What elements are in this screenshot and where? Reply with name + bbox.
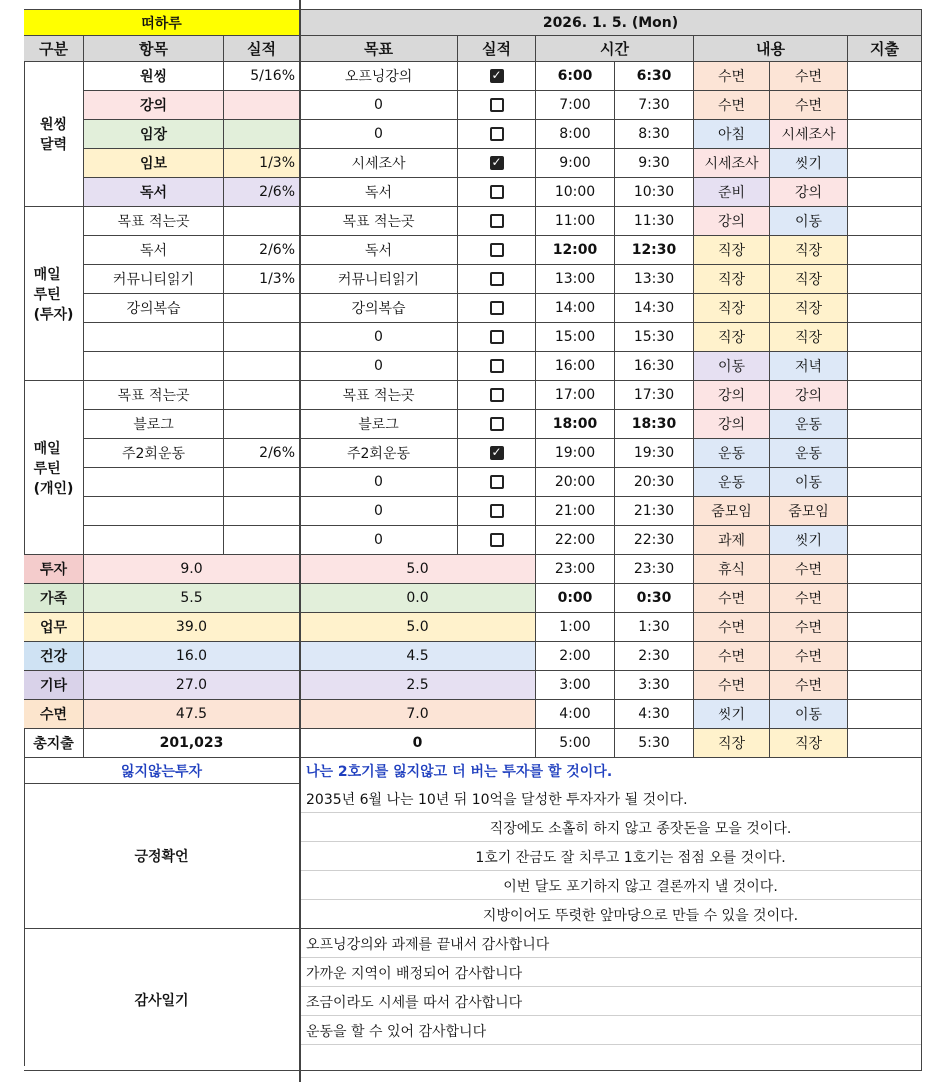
item-name[interactable]: [84, 323, 224, 352]
group-label: 원씽 달력: [24, 62, 84, 207]
goal-cell[interactable]: 0: [300, 497, 458, 526]
schedule-cell[interactable]: 이동: [694, 352, 770, 381]
schedule-cell[interactable]: 씻기: [770, 526, 848, 555]
item-name[interactable]: 임보: [84, 149, 224, 178]
gratitude-box: [300, 929, 922, 1071]
done-checkbox-cell: [458, 62, 536, 91]
schedule-cell[interactable]: 운동: [694, 439, 770, 468]
expense-cell[interactable]: [848, 613, 922, 642]
expense-cell[interactable]: [848, 62, 922, 91]
header-jichul: 지출: [848, 36, 922, 62]
summary-goal: 0.0: [300, 584, 536, 613]
schedule-cell[interactable]: 수면: [770, 671, 848, 700]
expense-cell[interactable]: [848, 236, 922, 265]
item-perf[interactable]: [224, 352, 300, 381]
header-naeyong: 내용: [694, 36, 848, 62]
goal-cell[interactable]: 0: [300, 323, 458, 352]
unchecked-checkbox-icon[interactable]: [490, 388, 504, 402]
summary-goal: 5.0: [300, 555, 536, 584]
schedule-cell[interactable]: 직장: [770, 265, 848, 294]
goal-cell[interactable]: 블로그: [300, 410, 458, 439]
schedule-cell[interactable]: 직장: [770, 236, 848, 265]
expense-cell[interactable]: [848, 410, 922, 439]
schedule-cell[interactable]: 수면: [694, 671, 770, 700]
summary-label: 가족: [24, 584, 84, 613]
goal-cell[interactable]: 0: [300, 468, 458, 497]
schedule-cell[interactable]: 직장: [694, 729, 770, 758]
expense-cell[interactable]: [848, 729, 922, 758]
done-checkbox-cell: [458, 207, 536, 236]
item-perf[interactable]: [224, 410, 300, 439]
summary-actual: 5.5: [84, 584, 300, 613]
schedule-cell[interactable]: 직장: [694, 323, 770, 352]
header-mokpyo: 목표: [300, 36, 458, 62]
app-title: 떠하루: [24, 10, 300, 36]
expense-cell[interactable]: [848, 584, 922, 613]
schedule-cell[interactable]: 저녁: [770, 352, 848, 381]
done-checkbox-cell: [458, 381, 536, 410]
row-divider: [300, 1044, 921, 1045]
affirmation-label: 긍정확언: [24, 784, 300, 929]
header-siljeok2: 실적: [458, 36, 536, 62]
item-perf[interactable]: [224, 323, 300, 352]
expense-cell[interactable]: [848, 468, 922, 497]
expense-cell[interactable]: [848, 555, 922, 584]
expense-cell[interactable]: [848, 207, 922, 236]
time-start: 6:00: [536, 62, 615, 91]
item-name[interactable]: 독서: [84, 178, 224, 207]
time-end: 1:30: [615, 613, 694, 642]
schedule-cell[interactable]: 직장: [694, 236, 770, 265]
goal-cell[interactable]: 목표 적는곳: [300, 381, 458, 410]
schedule-cell[interactable]: 수면: [694, 584, 770, 613]
time-end: 6:30: [615, 62, 694, 91]
expense-cell[interactable]: [848, 149, 922, 178]
expense-cell[interactable]: [848, 671, 922, 700]
time-end: 4:30: [615, 700, 694, 729]
gratitude-line[interactable]: 가까운 지역이 배정되어 감사합니다: [306, 965, 523, 982]
schedule-cell[interactable]: 이동: [770, 700, 848, 729]
gratitude-line[interactable]: 운동을 할 수 있어 감사합니다: [306, 1023, 487, 1040]
time-end: 16:30: [615, 352, 694, 381]
group-label: 매일 루틴 (개인): [24, 381, 84, 555]
item-name[interactable]: 강의복습: [84, 294, 224, 323]
time-start: 22:00: [536, 526, 615, 555]
unchecked-checkbox-icon[interactable]: [490, 417, 504, 431]
summary-goal: 7.0: [300, 700, 536, 729]
done-checkbox-cell: [458, 352, 536, 381]
schedule-cell[interactable]: 수면: [770, 555, 848, 584]
schedule-cell[interactable]: 수면: [694, 642, 770, 671]
schedule-cell[interactable]: 휴식: [694, 555, 770, 584]
done-checkbox-cell: [458, 178, 536, 207]
schedule-cell[interactable]: 직장: [770, 729, 848, 758]
schedule-cell[interactable]: 강의: [694, 207, 770, 236]
time-start: 10:00: [536, 178, 615, 207]
time-start: 20:00: [536, 468, 615, 497]
header-sigan: 시간: [536, 36, 694, 62]
time-end: 9:30: [615, 149, 694, 178]
checked-checkbox-icon[interactable]: [490, 156, 504, 170]
goal-cell[interactable]: 0: [300, 352, 458, 381]
schedule-cell[interactable]: 직장: [694, 294, 770, 323]
item-name[interactable]: 블로그: [84, 410, 224, 439]
time-end: 0:30: [615, 584, 694, 613]
goal-cell[interactable]: 오프닝강의: [300, 62, 458, 91]
item-name[interactable]: [84, 468, 224, 497]
time-start: 0:00: [536, 584, 615, 613]
schedule-cell[interactable]: 운동: [694, 468, 770, 497]
header-hangmok: 항목: [84, 36, 224, 62]
date-header: 2026. 1. 5. (Mon): [300, 10, 922, 36]
expense-cell[interactable]: [848, 294, 922, 323]
item-name[interactable]: 강의: [84, 91, 224, 120]
goal-cell[interactable]: 0: [300, 120, 458, 149]
schedule-cell[interactable]: 수면: [770, 62, 848, 91]
time-end: 7:30: [615, 91, 694, 120]
expense-cell[interactable]: [848, 497, 922, 526]
item-name[interactable]: 커뮤니티읽기: [84, 265, 224, 294]
schedule-cell[interactable]: 수면: [770, 613, 848, 642]
gratitude-line[interactable]: 조금이라도 시세를 따서 감사합니다: [306, 994, 523, 1011]
unchecked-checkbox-icon[interactable]: [490, 214, 504, 228]
expense-cell[interactable]: [848, 120, 922, 149]
summary-goal: 4.5: [300, 642, 536, 671]
expense-cell[interactable]: [848, 352, 922, 381]
schedule-cell[interactable]: 수면: [694, 62, 770, 91]
checked-checkbox-icon[interactable]: [490, 446, 504, 460]
unchecked-checkbox-icon[interactable]: [490, 504, 504, 518]
time-start: 21:00: [536, 497, 615, 526]
unchecked-checkbox-icon[interactable]: [490, 272, 504, 286]
time-end: 17:30: [615, 381, 694, 410]
done-checkbox-cell: [458, 294, 536, 323]
schedule-cell[interactable]: 강의: [694, 381, 770, 410]
schedule-cell[interactable]: 강의: [694, 410, 770, 439]
time-start: 16:00: [536, 352, 615, 381]
time-end: 11:30: [615, 207, 694, 236]
summary-label: 건강: [24, 642, 84, 671]
unchecked-checkbox-icon[interactable]: [490, 127, 504, 141]
summary-actual: 16.0: [84, 642, 300, 671]
time-end: 12:30: [615, 236, 694, 265]
item-name[interactable]: 원씽: [84, 62, 224, 91]
time-start: 17:00: [536, 381, 615, 410]
schedule-cell[interactable]: 수면: [770, 584, 848, 613]
time-start: 4:00: [536, 700, 615, 729]
item-name[interactable]: 주2회운동: [84, 439, 224, 468]
expense-cell[interactable]: [848, 323, 922, 352]
unchecked-checkbox-icon[interactable]: [490, 330, 504, 344]
goal-cell[interactable]: 시세조사: [300, 149, 458, 178]
done-checkbox-cell: [458, 236, 536, 265]
time-end: 18:30: [615, 410, 694, 439]
goal-cell[interactable]: 주2회운동: [300, 439, 458, 468]
time-end: 23:30: [615, 555, 694, 584]
item-perf[interactable]: [224, 526, 300, 555]
header-gubun: 구분: [24, 36, 84, 62]
time-start: 12:00: [536, 236, 615, 265]
item-perf[interactable]: [224, 497, 300, 526]
goal-cell[interactable]: 강의복습: [300, 294, 458, 323]
item-perf[interactable]: [224, 381, 300, 410]
summary-label: 기타: [24, 671, 84, 700]
item-perf[interactable]: [224, 91, 300, 120]
gratitude-label: 감사일기: [24, 929, 300, 1071]
goal-cell[interactable]: 커뮤니티읽기: [300, 265, 458, 294]
goal-cell[interactable]: 독서: [300, 178, 458, 207]
schedule-cell[interactable]: 줌모임: [694, 497, 770, 526]
item-perf[interactable]: 5/16%: [224, 62, 300, 91]
schedule-cell[interactable]: 직장: [770, 323, 848, 352]
unchecked-checkbox-icon[interactable]: [490, 243, 504, 257]
done-checkbox-cell: [458, 323, 536, 352]
unchecked-checkbox-icon[interactable]: [490, 475, 504, 489]
expense-cell[interactable]: [848, 700, 922, 729]
time-start: 9:00: [536, 149, 615, 178]
time-start: 7:00: [536, 91, 615, 120]
unchecked-checkbox-icon[interactable]: [490, 301, 504, 315]
schedule-cell[interactable]: 강의: [770, 381, 848, 410]
unchecked-checkbox-icon[interactable]: [490, 98, 504, 112]
motto-label: 잃지않는투자: [24, 758, 300, 784]
affirmation-box: [300, 784, 922, 929]
time-start: 1:00: [536, 613, 615, 642]
item-name[interactable]: 독서: [84, 236, 224, 265]
summary-goal: 0: [300, 729, 536, 758]
done-checkbox-cell: [458, 91, 536, 120]
summary-actual: 201,023: [84, 729, 300, 758]
item-perf[interactable]: 2/6%: [224, 236, 300, 265]
affirmation-line[interactable]: 1호기 잔금도 잘 치루고 1호기는 점점 오를 것이다.: [475, 849, 786, 866]
checked-checkbox-icon[interactable]: [490, 69, 504, 83]
schedule-cell[interactable]: 강의: [770, 178, 848, 207]
item-name[interactable]: [84, 497, 224, 526]
time-start: 2:00: [536, 642, 615, 671]
done-checkbox-cell: [458, 410, 536, 439]
item-perf[interactable]: [224, 207, 300, 236]
affirmation-line[interactable]: 2035년 6월 나는 10년 뒤 10억을 달성한 투자자가 될 것이다.: [306, 791, 688, 808]
time-start: 8:00: [536, 120, 615, 149]
time-end: 15:30: [615, 323, 694, 352]
time-end: 20:30: [615, 468, 694, 497]
time-end: 2:30: [615, 642, 694, 671]
affirmation-line[interactable]: 직장에도 소홀히 하지 않고 종잣돈을 모을 것이다.: [489, 820, 792, 837]
item-name[interactable]: 목표 적는곳: [84, 207, 224, 236]
schedule-cell[interactable]: 씻기: [770, 149, 848, 178]
schedule-cell[interactable]: 준비: [694, 178, 770, 207]
schedule-cell[interactable]: 이동: [770, 207, 848, 236]
time-start: 18:00: [536, 410, 615, 439]
schedule-cell[interactable]: 씻기: [694, 700, 770, 729]
schedule-cell[interactable]: 아침: [694, 120, 770, 149]
summary-label: 업무: [24, 613, 84, 642]
summary-label: 투자: [24, 555, 84, 584]
item-perf[interactable]: [224, 120, 300, 149]
time-end: 8:30: [615, 120, 694, 149]
summary-actual: 47.5: [84, 700, 300, 729]
affirmation-line[interactable]: 이번 달도 포기하지 않고 결론까지 낼 것이다.: [503, 878, 778, 895]
done-checkbox-cell: [458, 149, 536, 178]
time-start: 14:00: [536, 294, 615, 323]
schedule-cell[interactable]: 시세조사: [694, 149, 770, 178]
time-start: 19:00: [536, 439, 615, 468]
item-perf[interactable]: 1/3%: [224, 149, 300, 178]
schedule-cell[interactable]: 시세조사: [770, 120, 848, 149]
done-checkbox-cell: [458, 468, 536, 497]
summary-goal: 2.5: [300, 671, 536, 700]
time-start: 15:00: [536, 323, 615, 352]
item-name[interactable]: 임장: [84, 120, 224, 149]
time-end: 3:30: [615, 671, 694, 700]
schedule-cell[interactable]: 운동: [770, 410, 848, 439]
expense-cell[interactable]: [848, 265, 922, 294]
schedule-cell[interactable]: 수면: [770, 642, 848, 671]
goal-cell[interactable]: 0: [300, 91, 458, 120]
schedule-cell[interactable]: 직장: [770, 294, 848, 323]
summary-goal: 5.0: [300, 613, 536, 642]
summary-actual: 27.0: [84, 671, 300, 700]
goal-cell[interactable]: 목표 적는곳: [300, 207, 458, 236]
schedule-cell[interactable]: 수면: [694, 613, 770, 642]
item-perf[interactable]: [224, 294, 300, 323]
done-checkbox-cell: [458, 439, 536, 468]
time-end: 5:30: [615, 729, 694, 758]
item-name[interactable]: 목표 적는곳: [84, 381, 224, 410]
item-name[interactable]: [84, 526, 224, 555]
summary-label: 총지출: [24, 729, 84, 758]
goal-cell[interactable]: 독서: [300, 236, 458, 265]
item-perf[interactable]: 2/6%: [224, 439, 300, 468]
schedule-cell[interactable]: 직장: [694, 265, 770, 294]
expense-cell[interactable]: [848, 381, 922, 410]
goal-cell[interactable]: 0: [300, 526, 458, 555]
done-checkbox-cell: [458, 497, 536, 526]
time-start: 13:00: [536, 265, 615, 294]
affirmation-line[interactable]: 지방이어도 뚜렷한 앞마당으로 만들 수 있을 것이다.: [482, 907, 799, 924]
unchecked-checkbox-icon[interactable]: [490, 533, 504, 547]
expense-cell[interactable]: [848, 91, 922, 120]
schedule-cell[interactable]: 줌모임: [770, 497, 848, 526]
time-start: 23:00: [536, 555, 615, 584]
unchecked-checkbox-icon[interactable]: [490, 359, 504, 373]
done-checkbox-cell: [458, 526, 536, 555]
done-checkbox-cell: [458, 120, 536, 149]
item-perf[interactable]: 2/6%: [224, 178, 300, 207]
summary-label: 수면: [24, 700, 84, 729]
time-start: 5:00: [536, 729, 615, 758]
gratitude-line[interactable]: 오프닝강의와 과제를 끝내서 감사합니다: [306, 936, 550, 953]
group-label: 매일 루틴 (투자): [24, 207, 84, 381]
column-divider: [299, 0, 301, 1082]
expense-cell[interactable]: [848, 439, 922, 468]
summary-actual: 9.0: [84, 555, 300, 584]
time-end: 21:30: [615, 497, 694, 526]
time-end: 19:30: [615, 439, 694, 468]
time-start: 3:00: [536, 671, 615, 700]
item-name[interactable]: [84, 352, 224, 381]
time-end: 14:30: [615, 294, 694, 323]
unchecked-checkbox-icon[interactable]: [490, 185, 504, 199]
item-perf[interactable]: 1/3%: [224, 265, 300, 294]
schedule-cell[interactable]: 이동: [770, 468, 848, 497]
summary-actual: 39.0: [84, 613, 300, 642]
expense-cell[interactable]: [848, 178, 922, 207]
time-start: 11:00: [536, 207, 615, 236]
schedule-cell[interactable]: 수면: [694, 91, 770, 120]
motto-text: 나는 2호기를 잃지않고 더 버는 투자를 할 것이다.: [300, 758, 922, 784]
schedule-cell[interactable]: 수면: [770, 91, 848, 120]
expense-cell[interactable]: [848, 526, 922, 555]
schedule-cell[interactable]: 운동: [770, 439, 848, 468]
header-siljeok: 실적: [224, 36, 300, 62]
expense-cell[interactable]: [848, 642, 922, 671]
done-checkbox-cell: [458, 265, 536, 294]
schedule-cell[interactable]: 과제: [694, 526, 770, 555]
item-perf[interactable]: [224, 468, 300, 497]
time-end: 13:30: [615, 265, 694, 294]
time-end: 10:30: [615, 178, 694, 207]
time-end: 22:30: [615, 526, 694, 555]
